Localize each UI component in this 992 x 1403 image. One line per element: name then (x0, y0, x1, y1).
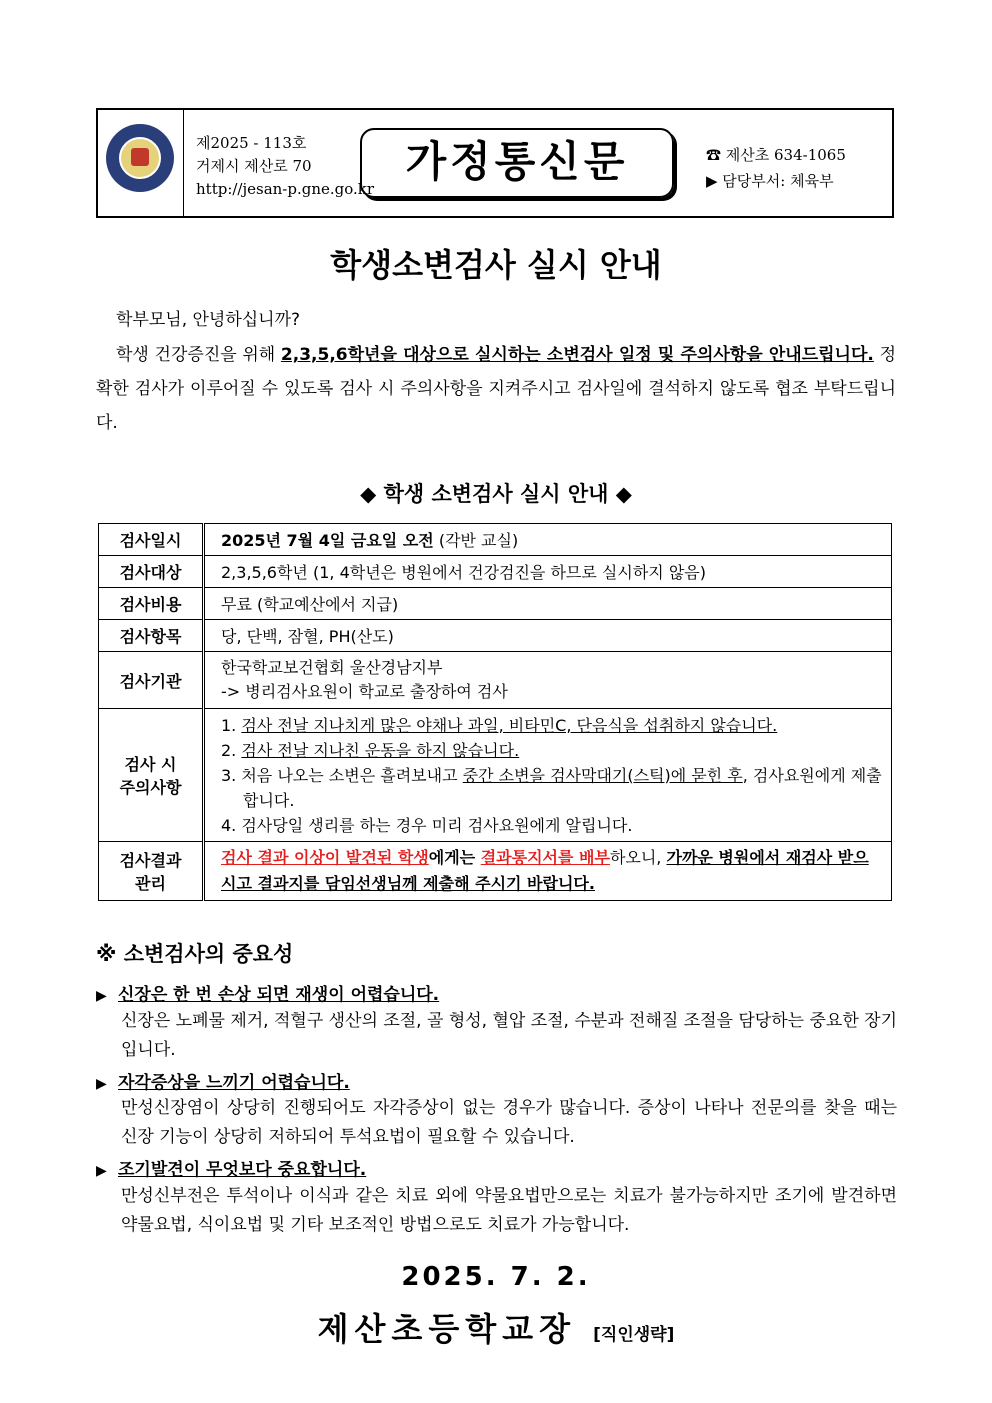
importance-heading (96, 980, 439, 1005)
intro-text-a: 학생 건강증진을 위해 (116, 345, 281, 365)
result-text-d: 하오니, (609, 848, 667, 867)
exam-location: (각반 교실) (433, 531, 519, 550)
importance-heading-text: 자각증상을 느끼기 어렵습니다. (118, 1073, 350, 1093)
table-row (99, 652, 892, 709)
importance-title: ※ 소변검사의 중요성 (96, 942, 294, 966)
importance-body: 만성신부전은 투석이나 이식과 같은 치료 외에 약물요법만으로는 치료가 불가능하지만 조기에 발견하면 약물요법, 식이요법 및 기타 보조적인 방법으로도 치료가 가능합니다. (121, 1186, 897, 1235)
logo-mark (131, 148, 149, 166)
row-label: 검사일시 (99, 524, 204, 556)
intro-text-c: 정확한 검사가 이루어질 수 있도록 검사 시 주의사항을 지켜주시고 검사일에 결석하지 않도록 협조 부탁드립니다. (96, 345, 896, 433)
table-row (99, 588, 892, 620)
seal-note: [직인생략] (593, 1325, 675, 1345)
department: ▶ 담당부서: 체육부 (706, 172, 834, 190)
logo-emblem-icon (119, 137, 161, 179)
importance-body: 신장은 노폐물 제거, 적혈구 생산의 조절, 골 형성, 혈압 조절, 수분과 전해질 조절을 담당하는 중요한 장기입니다. (121, 1011, 897, 1060)
row-value (204, 652, 892, 709)
school-url[interactable]: http://jesan-p.gne.go.kr (196, 180, 375, 198)
importance-heading (96, 1068, 350, 1093)
logo-cell (98, 110, 184, 216)
result-text-e: 가까운 병원에서 재검사 받으시고 결과지를 담임선생님께 제출해 주시기 바랍니다. (221, 848, 869, 893)
caution-text: 검사 전날 지나치게 많은 야채나 과일, 비타민C, 단음식을 섭취하지 않습니다. (241, 715, 778, 735)
greeting: 학부모님, 안녕하십니까? (116, 310, 301, 330)
result-label-line2: 관리 (135, 874, 166, 893)
signature-line (0, 1304, 992, 1350)
row-value (204, 842, 892, 901)
row-label: 검사항목 (99, 620, 204, 652)
intro-paragraph (96, 338, 896, 440)
table-row (99, 620, 892, 652)
importance-heading (96, 1155, 366, 1180)
issue-info (196, 132, 374, 201)
table-row (99, 524, 892, 556)
document-title: 학생소변검사 실시 안내 (330, 246, 662, 284)
org-note: -> 병리검사요원이 학교로 출장하여 검사 (221, 682, 508, 701)
table-row (99, 709, 892, 842)
result-text-c: 결과통지서를 배부 (480, 848, 610, 867)
issue-number: 제2025 - 113호 (196, 134, 307, 152)
row-value (204, 524, 892, 556)
intro-text-b: 2,3,5,6학년을 대상으로 실시하는 소변검사 일정 및 주의사항을 안내드립니다. (280, 345, 874, 365)
phone-number: ☎ 제산초 634-1065 (706, 146, 846, 164)
school-logo (106, 124, 174, 192)
org-name: 한국학교보건협회 울산경남지부 (221, 658, 443, 677)
caution-label-line1: 검사 시 (124, 755, 177, 774)
row-label: 검사대상 (99, 556, 204, 588)
caution-text-b: 중간 소변을 검사막대기(스틱)에 묻힌 후 (462, 765, 743, 785)
result-label-line1: 검사결과 (119, 851, 182, 870)
newsletter-header (96, 108, 894, 218)
arrow-right-icon: ▶ (96, 1163, 107, 1179)
caution-item (221, 763, 883, 813)
importance-heading-text: 신장은 한 번 손상 되면 재생이 어렵습니다. (118, 985, 440, 1005)
caution-num: 2. (221, 740, 242, 760)
caution-item: 4. 검사당일 생리를 하는 경우 미리 검사요원에게 알립니다. (221, 815, 633, 835)
caution-text: 검사 전날 지나친 운동을 하지 않습니다. (241, 740, 520, 760)
principal-title: 제산초등학교장 (317, 1310, 576, 1348)
caution-num: 1. (221, 715, 242, 735)
row-label: 검사기관 (99, 652, 204, 709)
arrow-right-icon: ▶ (96, 988, 107, 1004)
row-label (99, 842, 204, 901)
row-value: 무료 (학교예산에서 지급) (204, 588, 892, 620)
row-label (99, 709, 204, 842)
caution-text-c: , 검사요원에게 제출합니다. (243, 765, 882, 810)
arrow-right-icon: ▶ (96, 1076, 107, 1092)
row-value (204, 709, 892, 842)
row-value: 당, 단백, 잠혈, PH(산도) (204, 620, 892, 652)
caution-label-line2: 주의사항 (119, 778, 182, 797)
section-title: ◆ 학생 소변검사 실시 안내 ◆ (360, 482, 632, 506)
importance-heading-text: 조기발견이 무엇보다 중요합니다. (118, 1160, 367, 1180)
caution-item (221, 713, 883, 738)
contact-info (706, 142, 846, 194)
school-address: 거제시 제산로 70 (196, 157, 312, 175)
row-label: 검사비용 (99, 588, 204, 620)
newsletter-title: 가정통신문 (360, 128, 674, 198)
caution-item (221, 738, 883, 763)
result-text-b: 에게는 (428, 848, 481, 867)
exam-date: 2025년 7월 4일 금요일 오전 (221, 531, 434, 550)
issue-date: 2025. 7. 2. (401, 1262, 591, 1292)
table-row (99, 842, 892, 901)
exam-info-table (98, 523, 892, 901)
caution-text-a: 3. 처음 나오는 소변은 흘려보내고 (221, 765, 463, 785)
table-row (99, 556, 892, 588)
result-text-a: 검사 결과 이상이 발견된 학생 (221, 848, 429, 867)
importance-body: 만성신장염이 상당히 진행되어도 자각증상이 없는 경우가 많습니다. 증상이 나타나 전문의를 찾을 때는 신장 기능이 상당히 저하되어 투석요법이 필요할 수 있습니다. (121, 1098, 897, 1147)
row-value: 2,3,5,6학년 (1, 4학년은 병원에서 건강검진을 하므로 실시하지 않음) (204, 556, 892, 588)
